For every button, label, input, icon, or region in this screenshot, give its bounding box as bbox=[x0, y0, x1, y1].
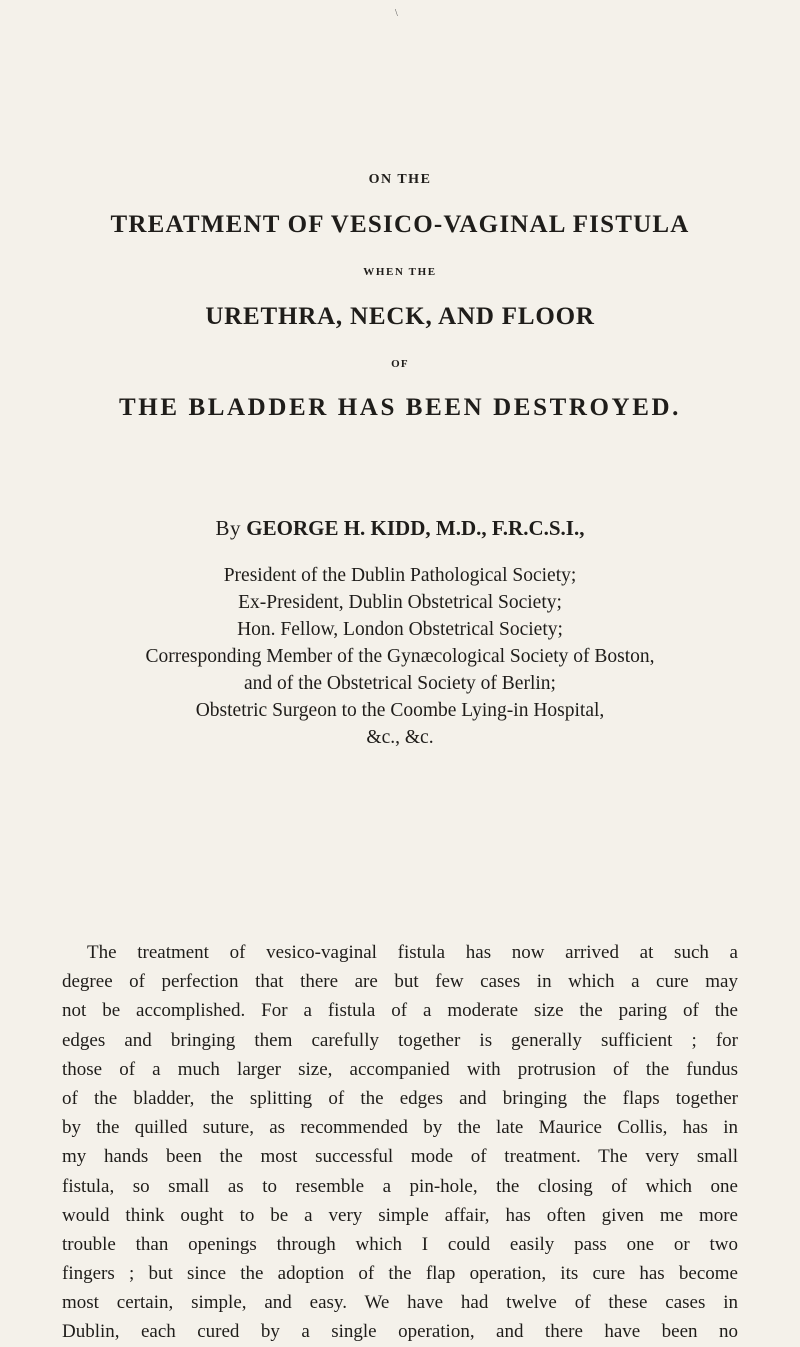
credential-line: Corresponding Member of the Gynæcological Society of Boston, bbox=[145, 646, 655, 667]
heading-when-the: WHEN THE bbox=[363, 266, 437, 278]
heading-on-the: ON THE bbox=[368, 172, 432, 187]
body-line: fingers ; but since the adoption of the flap operation, its cure has become bbox=[62, 1263, 738, 1285]
body-line: most certain, simple, and easy. We have had twelve of these cases in bbox=[62, 1292, 738, 1314]
body-line: degree of perfection that there are but few cases in which a cure may bbox=[62, 971, 738, 993]
author-credentials bbox=[0, 562, 800, 751]
body-line: those of a much larger size, accompanied with protrusion of the fundus bbox=[62, 1058, 738, 1080]
body-line: my hands been the most successful mode of treatment. The very small bbox=[62, 1146, 738, 1168]
body-line: Dublin, each cured by a single operation, and there have been no bbox=[62, 1321, 738, 1343]
credential-line: Obstetric Surgeon to the Coombe Lying-in Hospital, bbox=[195, 700, 605, 721]
credential-line: Ex-President, Dublin Obstetrical Society; bbox=[238, 592, 562, 613]
body-line: of the bladder, the splitting of the edges and bringing the flaps together bbox=[62, 1087, 738, 1109]
body-line: would think ought to be a very simple affair, has often given me more bbox=[62, 1204, 738, 1226]
title-line-2: URETHRA, NECK, AND FLOOR bbox=[205, 303, 595, 330]
credential-line: and of the Obstetrical Society of Berlin; bbox=[244, 673, 556, 694]
credential-line: Hon. Fellow, London Obstetrical Society; bbox=[237, 619, 563, 640]
author-name: GEORGE H. KIDD, M.D., F.R.C.S.I., bbox=[246, 516, 585, 540]
body-line: fistula, so small as to resemble a pin-hole, the closing of which one bbox=[62, 1175, 738, 1197]
credential-line: &c., &c. bbox=[366, 727, 434, 748]
title-line-1: TREATMENT OF VESICO-VAGINAL FISTULA bbox=[110, 211, 690, 238]
body-paragraph bbox=[62, 938, 738, 1347]
body-line: The treatment of vesico-vaginal fistula has now arrived at such a bbox=[87, 942, 738, 963]
credential-line: President of the Dublin Pathological Society; bbox=[223, 565, 577, 586]
author-by: By bbox=[215, 516, 242, 540]
body-line: not be accomplished. For a fistula of a moderate size the paring of the bbox=[62, 1000, 738, 1022]
heading-of: OF bbox=[391, 358, 409, 370]
body-line: trouble than openings through which I could easily pass one or two bbox=[62, 1233, 738, 1255]
body-line: by the quilled suture, as recommended by the late Maurice Collis, has in bbox=[62, 1117, 738, 1139]
body-line: edges and bringing them carefully together is generally sufficient ; for bbox=[62, 1029, 738, 1051]
title-line-3: THE BLADDER HAS BEEN DESTROYED. bbox=[119, 394, 681, 421]
author-line bbox=[0, 516, 800, 541]
page-mark: \ bbox=[395, 8, 398, 19]
